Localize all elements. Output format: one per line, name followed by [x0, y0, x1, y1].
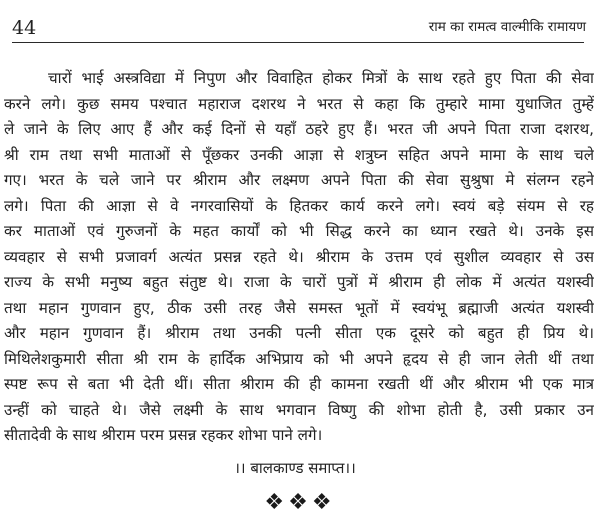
text-line: करने लगे। कुछ समय पश्चात महाराज दशरथ ने भरत से कहा कि तुम्हारे मामा युधाजित तुम्हें: [4, 94, 594, 113]
text-line: और महान गुणवान हैं। श्रीराम तथा उनकी पत्नी सीता एक दूसरे को बहुत ही प्रिय थे।: [4, 324, 594, 342]
text-line: राज्य के सभी मनुष्य बहुत संतुष्ट थे। राजा के चारों पुत्रों में श्रीराम ही लोक में अत्यंत यशस्वी: [4, 273, 594, 291]
text-line: लगे। पिता की आज्ञा से वे नगरवासियों के हितकर कार्य करने लगे। स्वयं बड़े संयम से रह: [4, 196, 594, 215]
text-line: मिथिलेशकुमारी सीता श्री राम के हार्दिक अभिप्राय को भी अपने हृदय से ही जान लेती थीं तथा: [4, 349, 594, 368]
text-line: गए। भरत के चले जाने पर श्रीराम और लक्ष्मण अपने पिता की सेवा सुश्रुषा मे संलग्न रहने: [4, 171, 594, 189]
header-rule: [12, 42, 584, 43]
section-end-text: ।। बालकाण्ड समाप्त।।: [234, 459, 356, 477]
section-end-marker: [0, 458, 600, 478]
text-line: सीतादेवी के साथ श्रीराम परम प्रसन्न रहकर शोभा पाने लगे।: [4, 426, 323, 444]
text-line: स्पष्ट रूप से बता भी देती थीं। सीता श्रीराम की ही कामना रखती थीं और श्रीराम भी एक मात्र: [4, 375, 594, 393]
text-line: चारों भाई अस्त्रविद्या में निपुण और विवाहित होकर मित्रों के साथ रहते हुए पिता की सेवा: [48, 69, 594, 87]
text-line: तथा महान गुणवान हुए, ठीक उसी तरह जैसे समस्त भूतों में स्वयंभू ब्रह्माजी अत्यंत यशस्वी: [4, 298, 594, 317]
text-line: उन्हीं को चाहते थे। जैसे लक्ष्मी के साथ भगवान विष्णु की शोभा होती है, उसी प्रकार उन: [4, 400, 594, 419]
text-line: श्री राम तथा सभी माताओं से पूँछकर उनकी आज्ञा से शत्रुघ्न सहित अपने मामा के साथ चले: [4, 145, 594, 164]
text-line: ले जाने के लिए आए हैं और कई दिनों से यहाँ ठहरे हुए हैं। भरत जी अपने पिता राजा दशरथ,: [4, 120, 594, 138]
ornament-icon: ❖❖❖: [264, 490, 336, 515]
text-line: कर माताओं एवं गुरुजनों के महत कार्यों को भी सिद्ध करने का ध्यान रखते थे। उनके इस: [4, 222, 594, 240]
paragraph: [4, 66, 594, 449]
page-header: [8, 8, 592, 39]
running-title: राम का रामत्व वाल्मीकि रामायण: [428, 19, 586, 35]
text-line: व्यवहार से सभी प्रजावर्ग अत्यंत प्रसन्न रहते थे। श्रीराम के उत्तम एवं सुशील व्यवहार से उस: [4, 247, 594, 266]
page-number: 44: [12, 17, 37, 39]
